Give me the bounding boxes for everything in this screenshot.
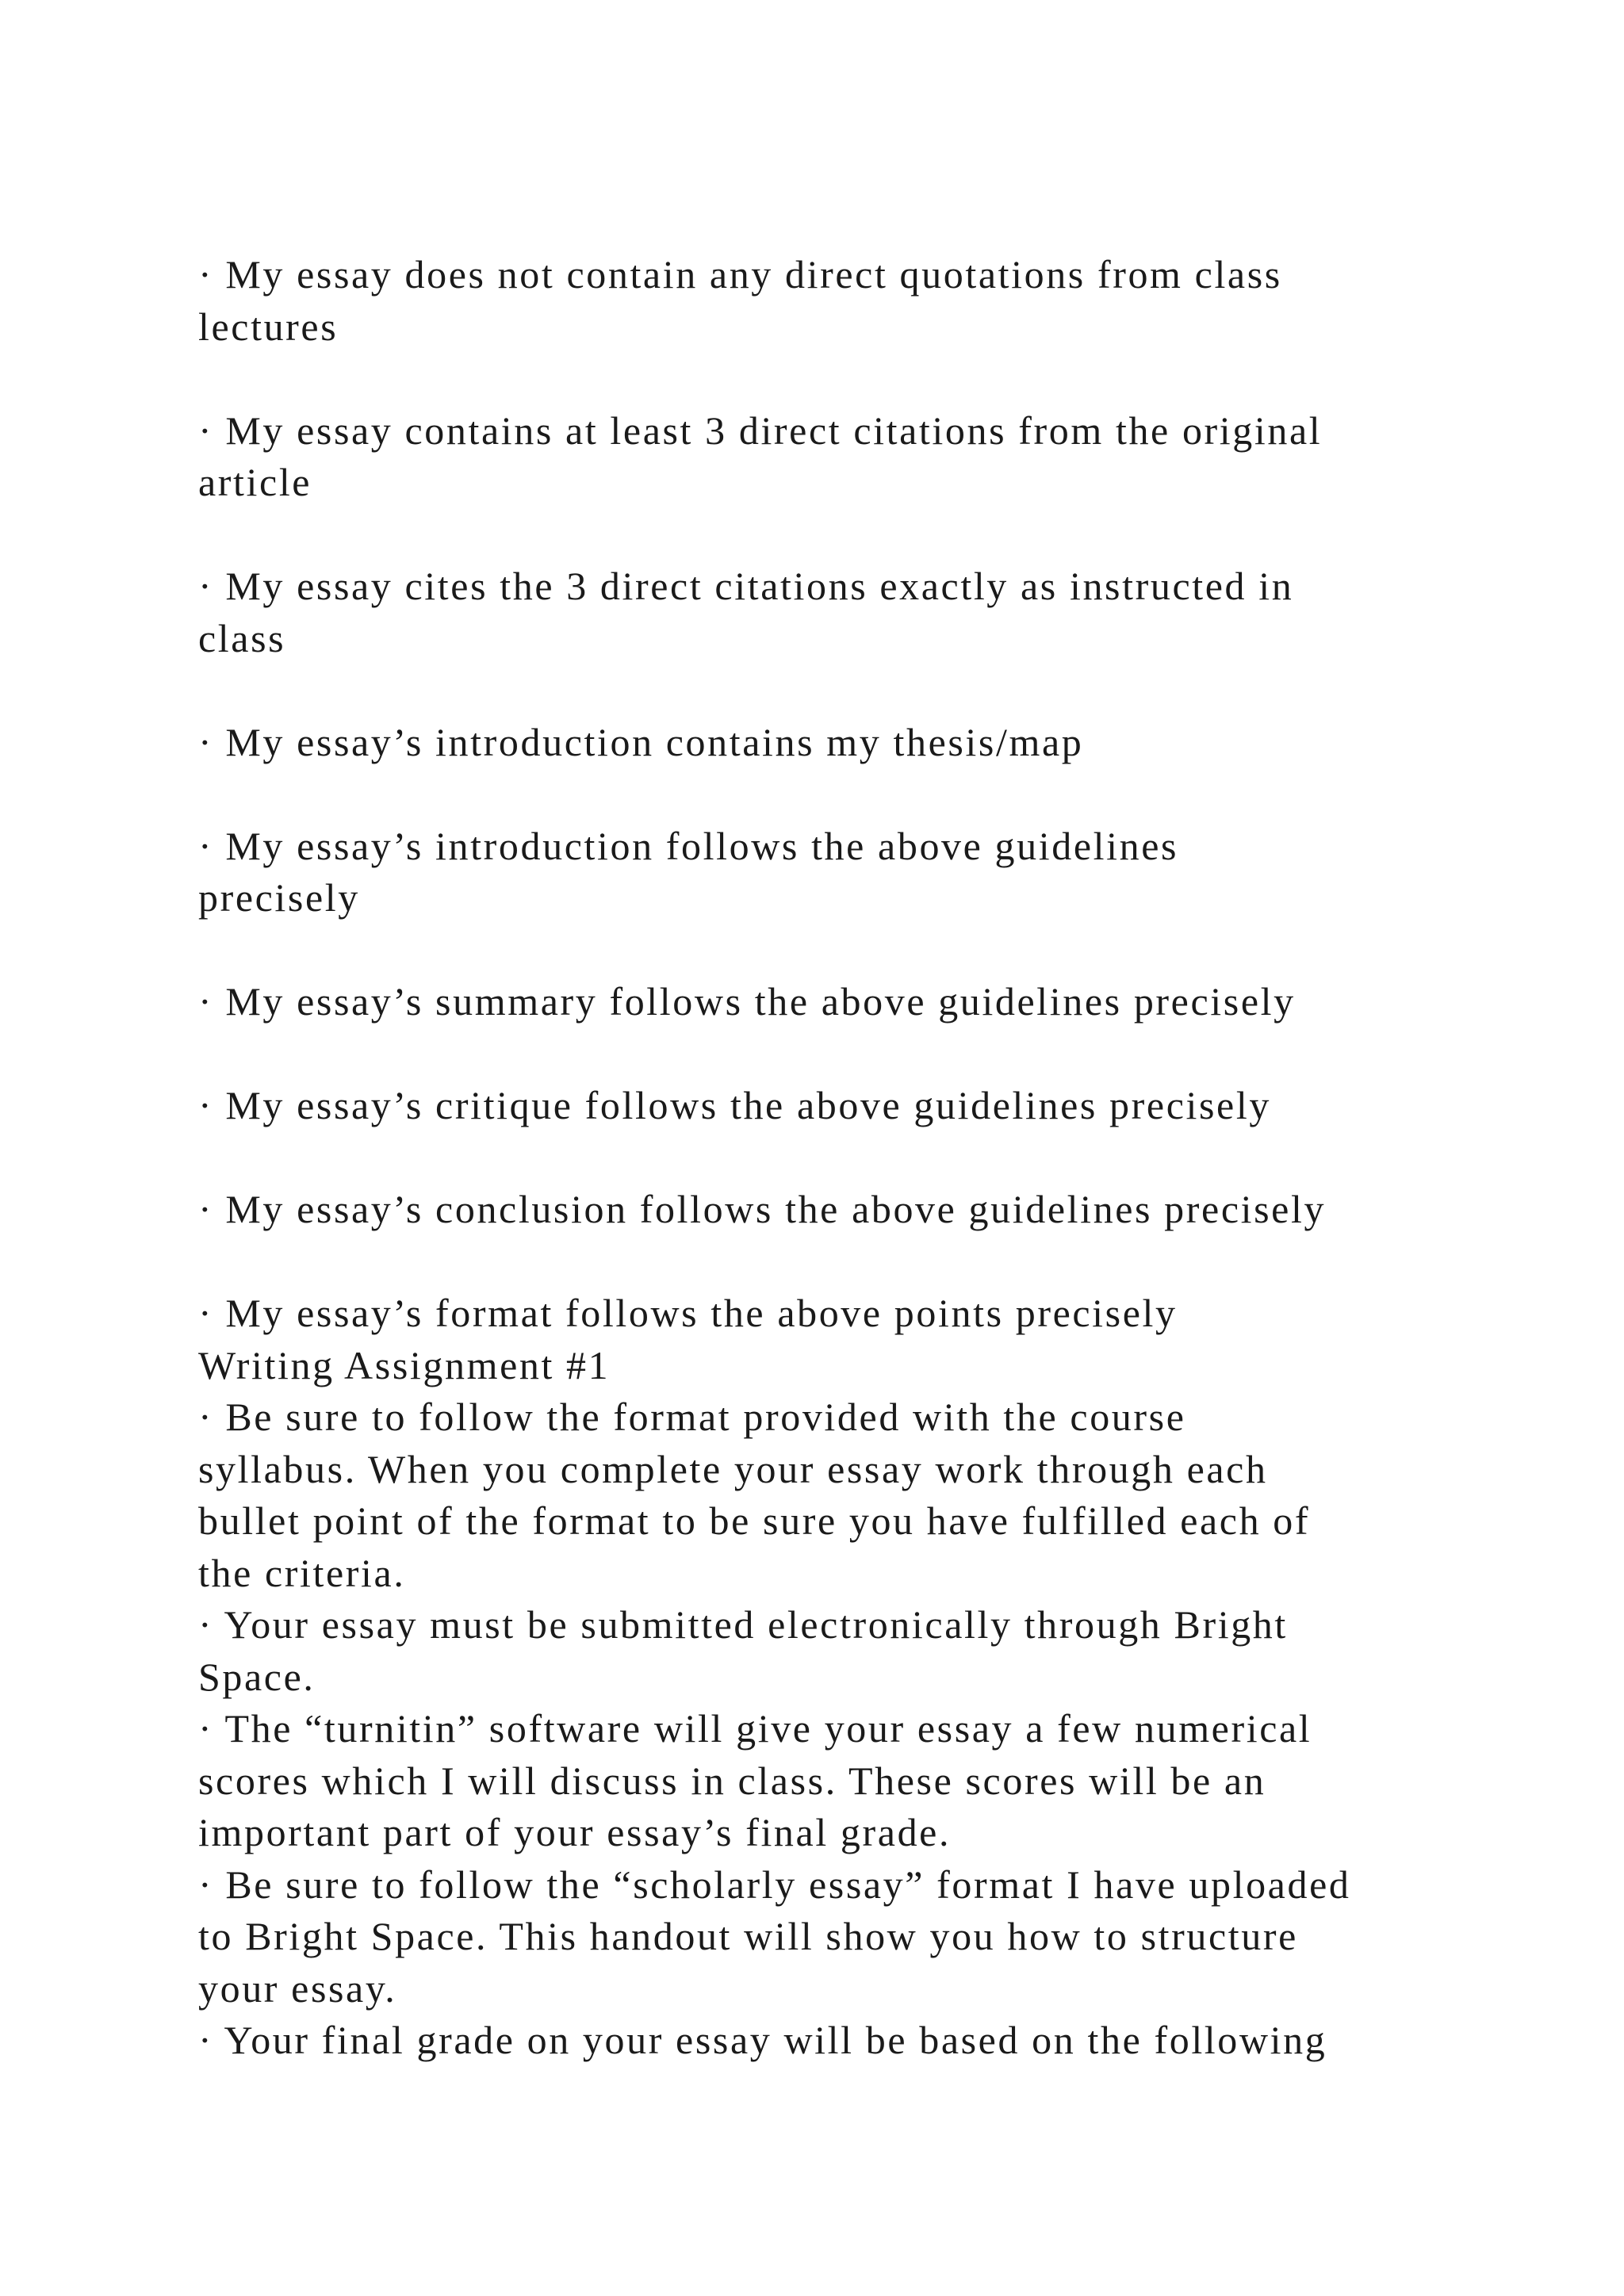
text-line: · My essay cites the 3 direct citations exactly as instructed in: [198, 564, 1294, 608]
text-line: · The “turnitin” software will give your essay a few numerical: [198, 1706, 1312, 1751]
text-line: precisely: [198, 875, 360, 920]
text-line: scores which I will discuss in class. These scores will be an: [198, 1758, 1266, 1803]
text-line: · My essay’s introduction contains my thesis/map: [198, 719, 1084, 764]
document-body: [198, 249, 1467, 2067]
text-line: · My essay’s conclusion follows the above guidelines precisely: [198, 1187, 1327, 1231]
text-line: · Be sure to follow the “scholarly essay” format I have uploaded: [198, 1862, 1351, 1907]
assignment-item: [198, 1859, 1467, 2015]
text-line: · Your final grade on your essay will be based on the following: [198, 2018, 1327, 2062]
text-line: · My essay contains at least 3 direct citations from the original: [198, 408, 1323, 453]
checklist-item: [198, 821, 1467, 924]
text-line: · My essay’s introduction follows the above guidelines: [198, 823, 1179, 868]
text-line: the criteria.: [198, 1550, 406, 1595]
assignment-heading: Writing Assignment #1: [198, 1342, 611, 1387]
text-line: · Your essay must be submitted electronically through Bright: [198, 1602, 1288, 1647]
text-line: to Bright Space. This handout will show you how to structure: [198, 1914, 1298, 1958]
text-line: class: [198, 615, 286, 660]
checklist-item: [198, 1288, 1467, 1340]
text-line: Space.: [198, 1654, 316, 1699]
text-line: · My essay’s summary follows the above guidelines precisely: [198, 979, 1296, 1024]
text-line: · Be sure to follow the format provided with the course: [198, 1395, 1186, 1439]
assignment-item: [198, 1599, 1467, 1703]
text-line: lectures: [198, 304, 339, 349]
checklist-item: [198, 249, 1467, 353]
text-line: article: [198, 460, 312, 504]
assignment-item: [198, 1703, 1467, 1859]
text-line: your essay.: [198, 1965, 397, 2011]
text-line: important part of your essay’s final grade.: [198, 1810, 952, 1854]
checklist-item: [198, 561, 1467, 664]
text-line: · My essay’s critique follows the above guidelines precisely: [198, 1083, 1271, 1127]
text-line: syllabus. When you complete your essay work through each: [198, 1446, 1268, 1491]
checklist-item: [198, 1184, 1467, 1236]
text-line: · My essay does not contain any direct quotations from class: [198, 252, 1282, 297]
assignment-item: [198, 1391, 1467, 1599]
checklist-item: [198, 405, 1467, 509]
text-line: · My essay’s format follows the above points precisely: [198, 1291, 1178, 1335]
checklist-item: [198, 1080, 1467, 1132]
assignment-section: [198, 1340, 1467, 2067]
checklist-item: [198, 976, 1467, 1028]
assignment-item: [198, 2015, 1467, 2067]
text-line: bullet point of the format to be sure you have fulfilled each of: [198, 1498, 1311, 1543]
checklist-item: [198, 717, 1467, 769]
checklist: [198, 249, 1467, 1340]
